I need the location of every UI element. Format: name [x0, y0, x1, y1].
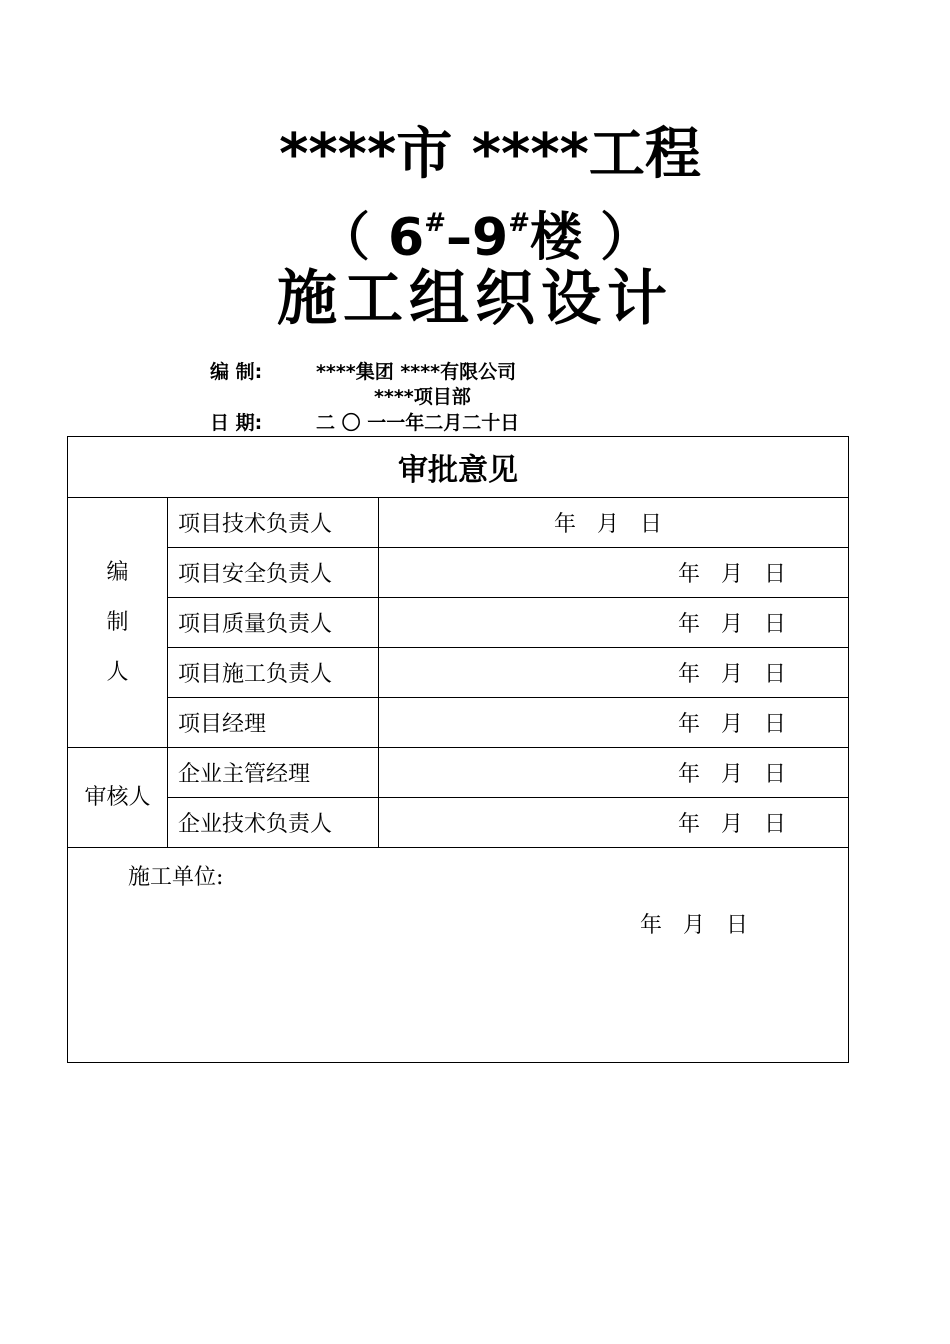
construction-unit-date: 年 月 日 [640, 913, 748, 938]
date-cell[interactable]: 年 月 日 [379, 698, 849, 748]
compiler-line [210, 360, 516, 384]
table-row [68, 698, 849, 748]
hash-mark: # [424, 208, 446, 238]
role-cell: 企业主管经理 [168, 748, 379, 798]
date-cell[interactable]: 年 月 日 [379, 548, 849, 598]
date-value: 二 〇 一一年二月二十日 [316, 412, 520, 434]
date-cell[interactable]: 年 月 日 [379, 748, 849, 798]
hash-mark: # [508, 208, 530, 238]
date-label: 日 期: [210, 412, 263, 434]
role-cell: 项目安全负责人 [168, 548, 379, 598]
table-row [68, 748, 849, 798]
compiler-group-label [68, 498, 168, 748]
department-line: ****项目部 [374, 386, 471, 408]
role-cell: 项目施工负责人 [168, 648, 379, 698]
date-cell[interactable]: 年 月 日 [379, 598, 849, 648]
approval-heading: 审批意见 [68, 437, 849, 498]
footer-row [68, 848, 849, 1063]
compiler-value: ****集团 ****有限公司 [316, 361, 517, 383]
building-range-open: （ 6 [317, 208, 425, 268]
group-char: 人 [106, 659, 129, 685]
role-cell: 项目质量负责人 [168, 598, 379, 648]
date-cell[interactable]: 年 月 日 [379, 798, 849, 848]
table-row [68, 548, 849, 598]
document-subject: 施工组织设计 [277, 264, 673, 334]
group-char: 编 [106, 559, 129, 585]
construction-unit-label: 施工单位: [128, 865, 224, 890]
approval-header-row [68, 437, 849, 498]
table-row [68, 598, 849, 648]
compiler-label: 编 制: [210, 361, 263, 383]
building-range-close: 楼 ） [529, 208, 653, 268]
date-cell[interactable]: 年 月 日 [379, 648, 849, 698]
role-cell: 项目经理 [168, 698, 379, 748]
date-cell[interactable]: 年 月 日 [379, 498, 849, 548]
construction-unit-cell[interactable] [68, 848, 849, 1063]
reviewer-group-label: 审核人 [68, 748, 168, 848]
role-cell: 项目技术负责人 [168, 498, 379, 548]
table-row [68, 498, 849, 548]
document-title: ****市 ****工程 [279, 122, 701, 187]
approval-table [67, 436, 849, 1063]
building-range-title [10, 190, 950, 271]
role-cell: 企业技术负责人 [168, 798, 379, 848]
table-row [68, 798, 849, 848]
group-char: 制 [106, 609, 129, 635]
building-range-dash: –9 [446, 208, 509, 268]
table-row [68, 648, 849, 698]
date-line [210, 411, 519, 435]
